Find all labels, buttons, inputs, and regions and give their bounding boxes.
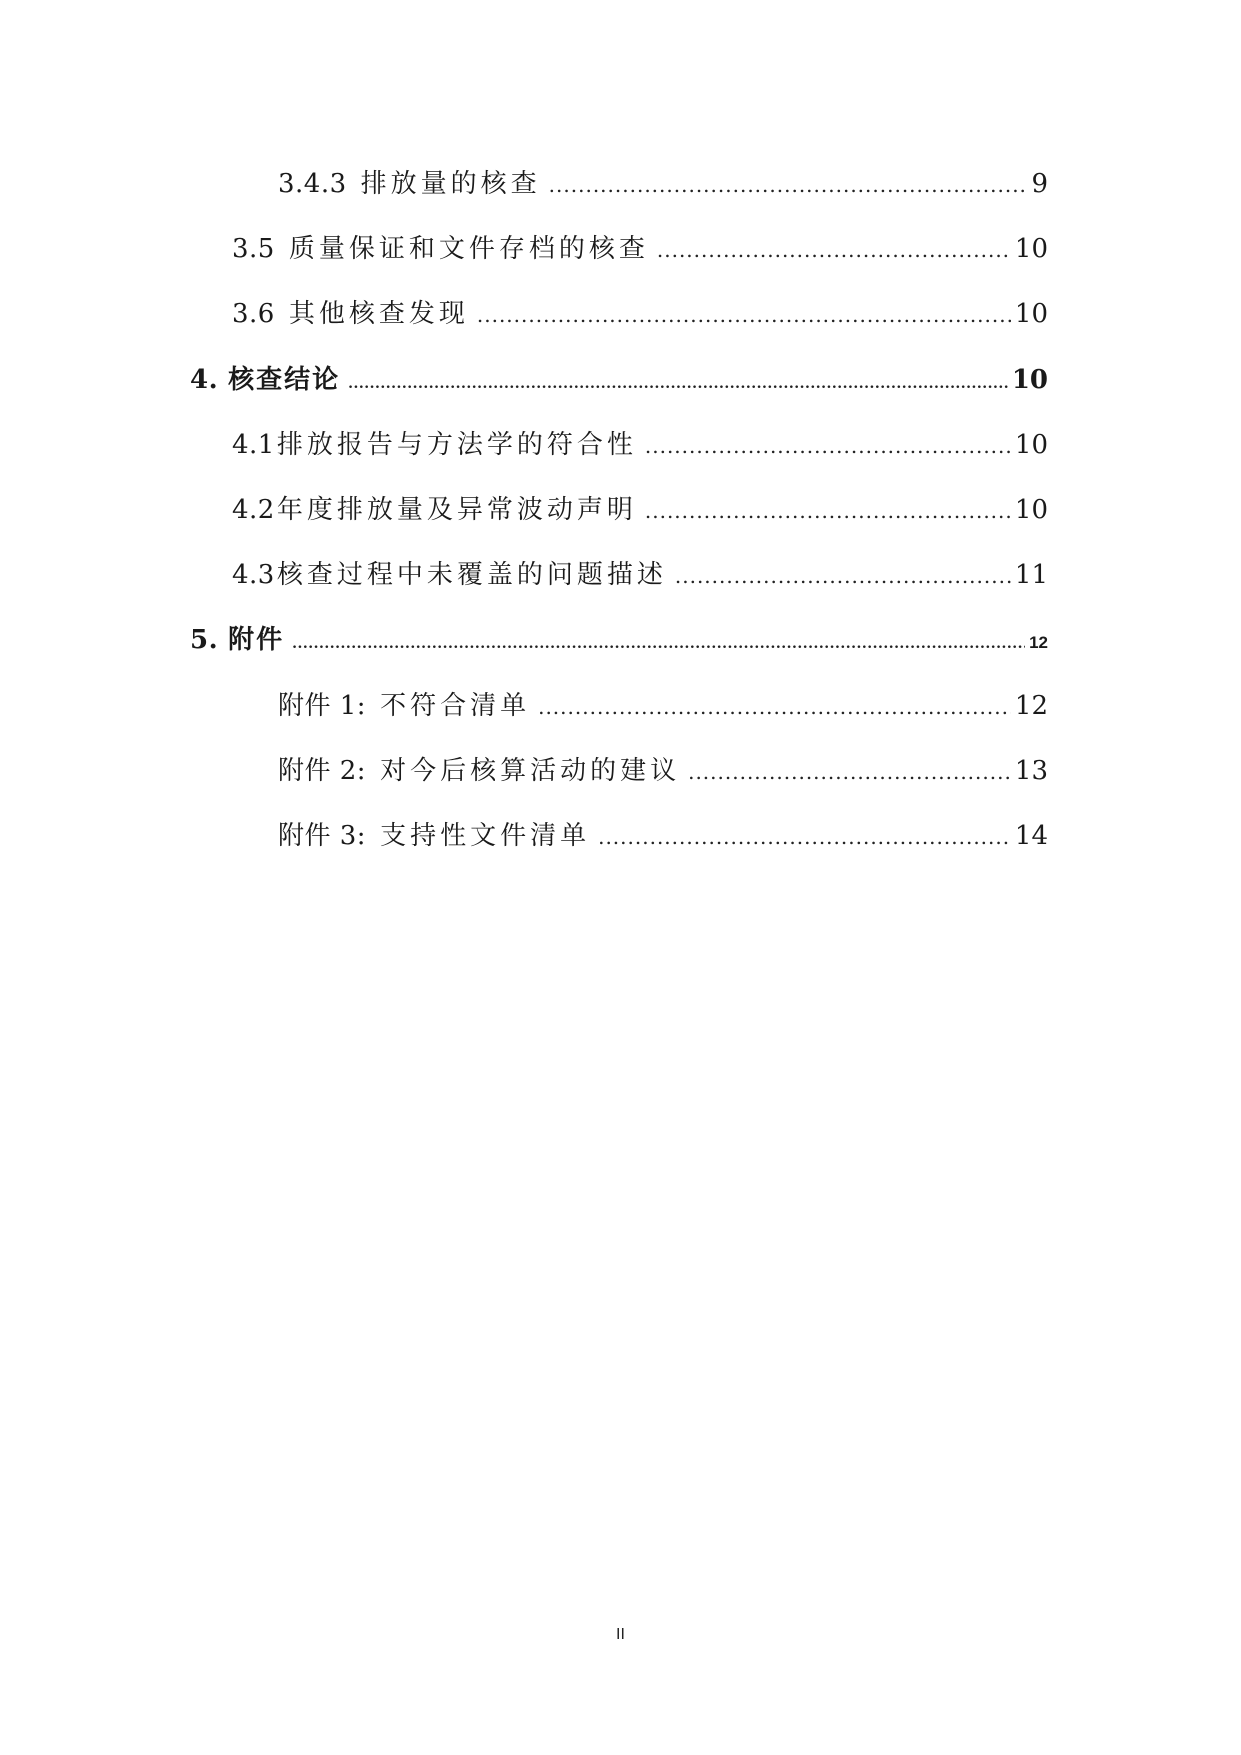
- toc-entry-number: 附件 1:: [278, 691, 367, 721]
- toc-entry-title: 对今后核算活动的建议: [380, 756, 681, 786]
- page-number: II: [616, 1626, 625, 1643]
- toc-entry-title: 质量保证和文件存档的核查: [288, 234, 649, 264]
- toc-entry-title: 不符合清单: [380, 691, 531, 721]
- toc-entry-5[interactable]: [190, 622, 1048, 658]
- toc-entry-3-5[interactable]: [232, 231, 1048, 267]
- toc-entry-page: 14: [1014, 821, 1048, 851]
- toc-entry-4-1[interactable]: [232, 427, 1048, 463]
- toc-dot-leader: [549, 167, 1028, 203]
- toc-entry-title: 核查过程中未覆盖的问题描述: [276, 560, 667, 590]
- toc-entry-page: 12: [1029, 633, 1048, 652]
- toc-dot-leader: [598, 819, 1011, 855]
- toc-dot-leader: [675, 558, 1011, 594]
- toc-entry-number: 4.1: [232, 430, 275, 460]
- toc-entry-4-3[interactable]: [232, 557, 1048, 593]
- toc-dot-leader: [292, 626, 1025, 662]
- toc-entry-page: 12: [1014, 691, 1048, 721]
- toc-entry-page: 13: [1014, 756, 1048, 786]
- toc-entry-number: 3.5: [232, 234, 275, 264]
- toc-dot-leader: [538, 689, 1011, 725]
- toc-entry-4-2[interactable]: [232, 492, 1048, 528]
- toc-entry-appendix-2[interactable]: [278, 753, 1048, 789]
- toc-entry-page: 10: [1014, 299, 1048, 329]
- toc-dot-leader: [688, 754, 1011, 790]
- toc-entry-3-4-3[interactable]: [278, 166, 1048, 202]
- toc-entry-title: 排放量的核查: [360, 169, 541, 199]
- toc-entry-title: 附件: [228, 625, 285, 655]
- toc-entry-page: 10: [1014, 495, 1048, 525]
- toc-entry-appendix-1[interactable]: [278, 688, 1048, 724]
- toc-entry-number: 附件 2:: [278, 756, 367, 786]
- toc-entry-page: 11: [1014, 560, 1048, 590]
- toc-entry-number: 4.3: [232, 560, 275, 590]
- toc-entry-page: 9: [1031, 169, 1048, 199]
- toc-entry-number: 4.2: [232, 495, 275, 525]
- toc-entry-page: 10: [1011, 365, 1048, 395]
- toc-entry-title: 其他核查发现: [288, 299, 469, 329]
- toc-dot-leader: [348, 366, 1008, 402]
- toc-dot-leader: [645, 428, 1011, 464]
- toc-dot-leader: [657, 232, 1011, 268]
- toc-entry-3-6[interactable]: [232, 296, 1048, 332]
- toc-entry-appendix-3[interactable]: [278, 818, 1048, 854]
- toc-dot-leader: [645, 493, 1011, 529]
- toc-entry-4[interactable]: [190, 362, 1048, 398]
- toc-entry-number: 3.6: [232, 299, 275, 329]
- toc-entry-page: 10: [1014, 234, 1048, 264]
- toc-entry-number: 4.: [190, 365, 219, 395]
- toc-entry-title: 核查结论: [228, 365, 341, 395]
- toc-entry-title: 支持性文件清单: [380, 821, 591, 851]
- toc-entry-number: 5.: [190, 625, 219, 655]
- toc-entry-title: 年度排放量及异常波动声明: [276, 495, 637, 525]
- toc-entry-page: 10: [1014, 430, 1048, 460]
- toc-entry-number: 附件 3:: [278, 821, 367, 851]
- toc-entry-title: 排放报告与方法学的符合性: [276, 430, 637, 460]
- toc-entry-number: 3.4.3: [278, 169, 347, 199]
- toc-dot-leader: [477, 297, 1011, 333]
